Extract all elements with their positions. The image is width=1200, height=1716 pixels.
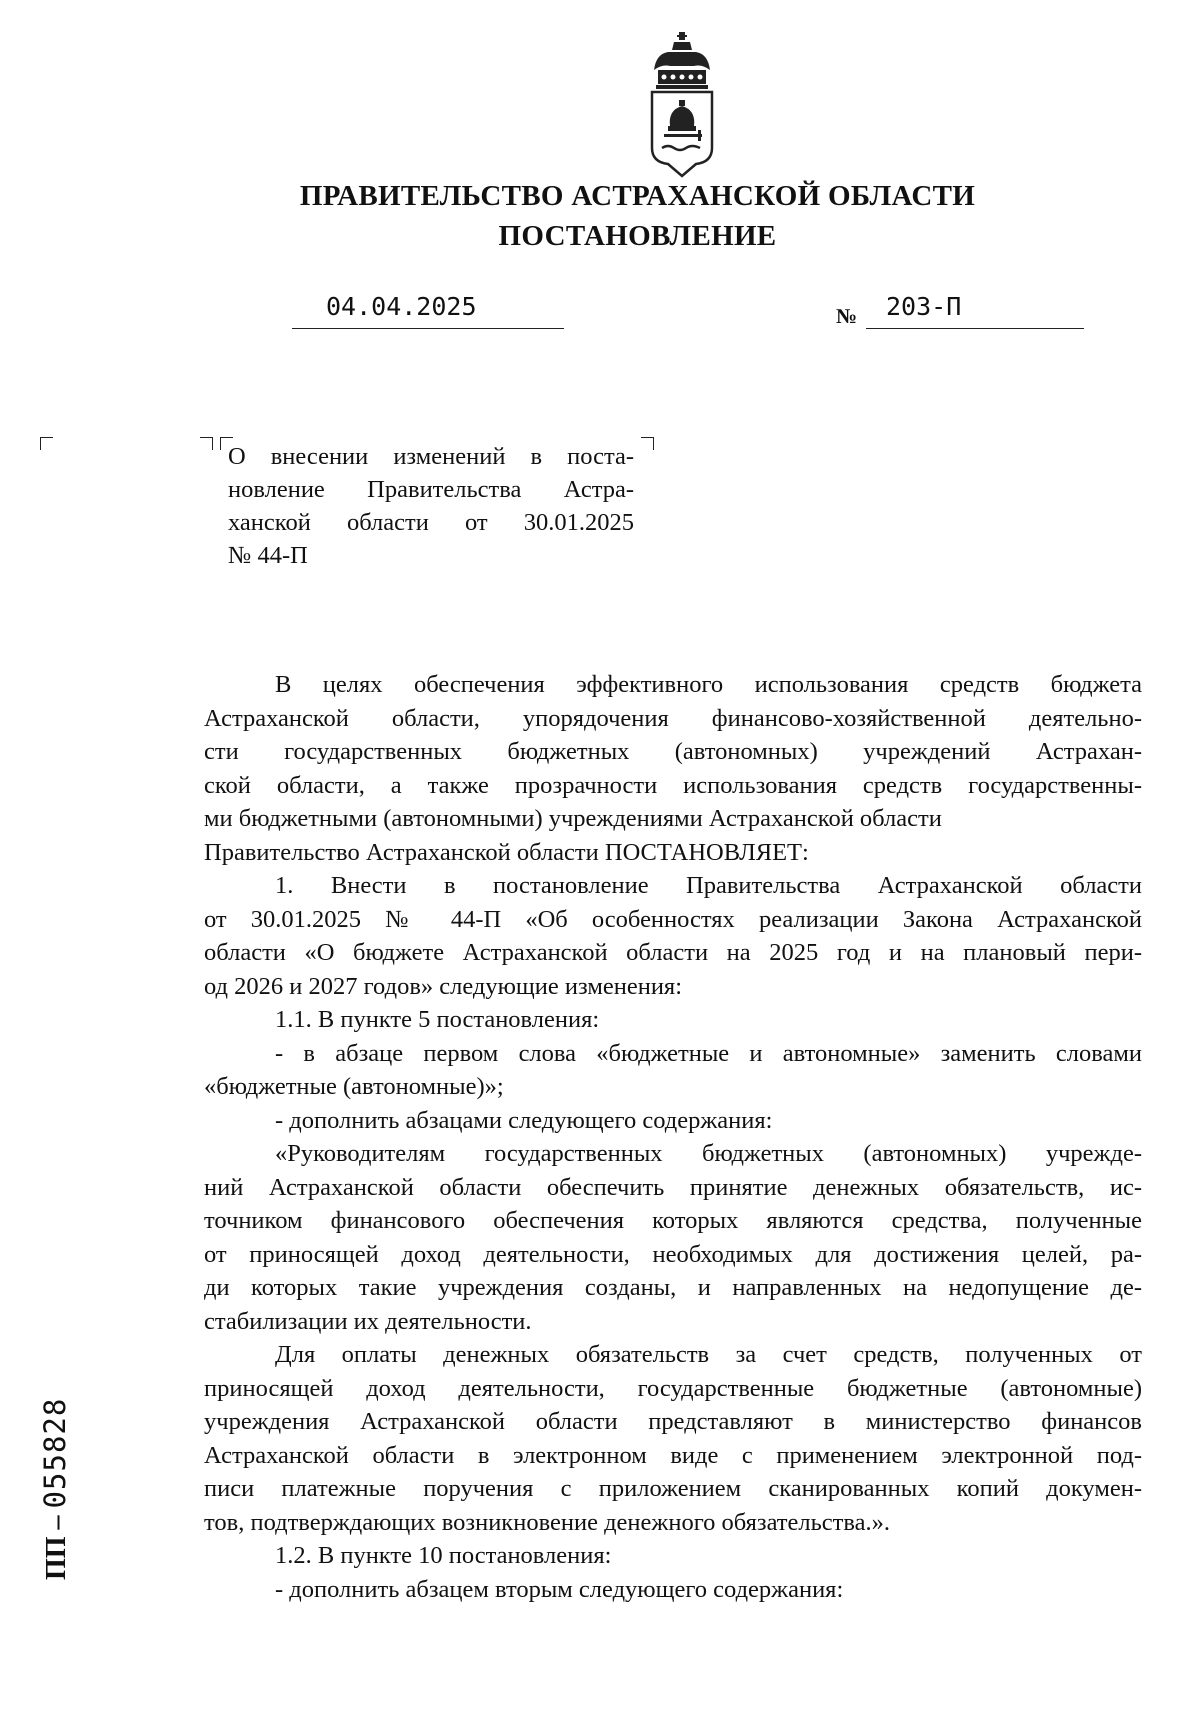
body-line: учреждения Астраханской области представляют в министерство финансов xyxy=(204,1408,1142,1435)
body-line: 1.2. В пункте 10 постановления: xyxy=(275,1542,612,1569)
number-field xyxy=(866,292,1084,329)
body-line: Правительство Астраханской области ПОСТАНОВЛЯЕТ: xyxy=(204,838,809,866)
body-line: 1. Внести в постановление Правительства Астраханской области xyxy=(275,872,1142,899)
body-line: - дополнить абзацем вторым следующего содержания: xyxy=(275,1575,844,1603)
document-type-title: ПОСТАНОВЛЕНИЕ xyxy=(498,220,777,252)
corner-mark-subject-right xyxy=(641,437,654,450)
organization-title: ПРАВИТЕЛЬСТВО АСТРАХАНСКОЙ ОБЛАСТИ xyxy=(299,180,976,212)
corner-mark-left xyxy=(40,437,53,450)
form-number: 055828 xyxy=(38,1397,72,1509)
body-line: «Руководителям государственных бюджетных (автономных) учрежде- xyxy=(275,1140,1142,1167)
document-body xyxy=(204,668,1142,1606)
body-line: Для оплаты денежных обязательств за счет средств, полученных от xyxy=(275,1341,1142,1368)
form-serial-stamp xyxy=(38,1397,72,1580)
body-line: области «О бюджете Астраханской области на 2025 год и на плановый пери- xyxy=(204,939,1142,966)
body-line: от приносящей доход деятельности, необходимых для достижения целей, ра- xyxy=(204,1240,1142,1268)
number-sign: № xyxy=(836,304,858,328)
body-line: 1.1. В пункте 5 постановления: xyxy=(275,1006,600,1033)
subject-line: ханской области от 30.01.2025 xyxy=(228,509,634,536)
form-series: ПП – xyxy=(41,1515,72,1580)
subject-block xyxy=(228,440,634,572)
date-field xyxy=(292,292,564,329)
body-line: от 30.01.2025 № 44-П «Об особенностях реализации Закона Астраханской xyxy=(204,905,1142,933)
body-line: ской области, а также прозрачности использования средств государственны- xyxy=(204,771,1142,799)
body-line: Астраханской области, упорядочения финансово-хозяйственной деятельно- xyxy=(204,704,1142,732)
body-line: - в абзаце первом слова «бюджетные и автономные» заменить словами xyxy=(275,1039,1142,1067)
body-line: «бюджетные (автономные)»; xyxy=(204,1073,504,1100)
body-line: точником финансового обеспечения которых являются средства, полученные xyxy=(204,1207,1142,1234)
document-number: 203-П xyxy=(886,292,962,321)
body-line: ми бюджетными (автономными) учреждениями Астраханской области xyxy=(204,805,942,832)
body-line: стабилизации их деятельности. xyxy=(204,1307,532,1335)
body-line: - дополнить абзацами следующего содержания: xyxy=(275,1106,773,1134)
body-line: Астраханской области в электронном виде с применением электронной под- xyxy=(204,1441,1142,1469)
document-date: 04.04.2025 xyxy=(326,292,477,321)
coat-of-arms-emblem xyxy=(644,30,720,180)
body-line: ний Астраханской области обеспечить принятие денежных обязательств, ис- xyxy=(204,1173,1142,1201)
body-line: ди которых такие учреждения созданы, и направленных на недопущение де- xyxy=(204,1274,1142,1301)
subject-line: № 44-П xyxy=(228,542,308,569)
subject-line: новление Правительства Астра- xyxy=(228,476,634,503)
body-line: од 2026 и 2027 годов» следующие изменения: xyxy=(204,972,683,1000)
subject-line: О внесении изменений в поста- xyxy=(228,443,634,470)
body-line: тов, подтверждающих возникновение денежного обязательства.». xyxy=(204,1508,890,1536)
body-line: писи платежные поручения с приложением сканированных копий докумен- xyxy=(204,1475,1142,1502)
corner-mark-subject-a xyxy=(200,437,213,450)
body-line: В целях обеспечения эффективного использования средств бюджета xyxy=(275,671,1142,698)
body-line: сти государственных бюджетных (автономных) учреждений Астрахан- xyxy=(204,738,1142,765)
document-header xyxy=(240,176,1035,256)
body-line: приносящей доход деятельности, государственные бюджетные (автономные) xyxy=(204,1374,1142,1402)
